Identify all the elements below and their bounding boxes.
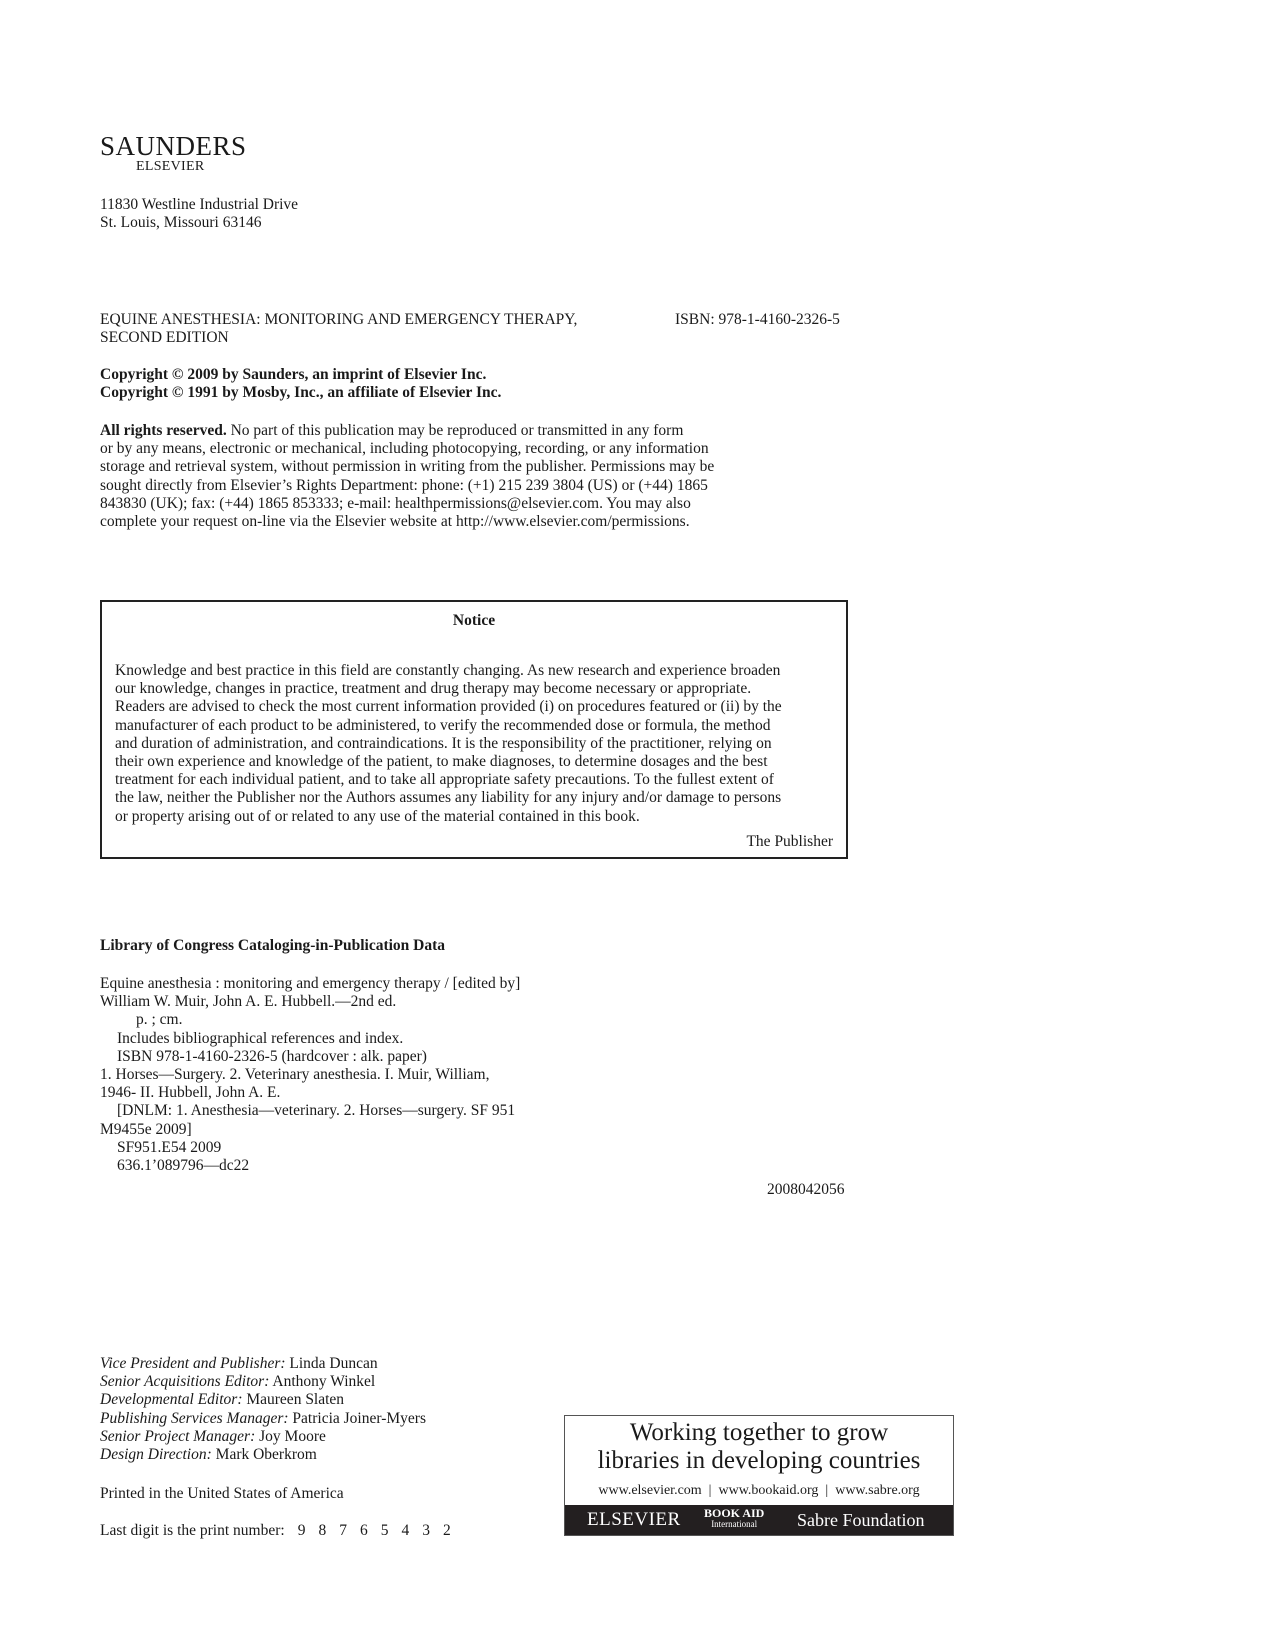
credit-name: Joy Moore bbox=[255, 1427, 326, 1445]
rights-line: complete your request on-line via the Elsevier website at http://www.elsevier.com/permissions. bbox=[100, 513, 690, 531]
banner-slogan bbox=[565, 1419, 953, 1475]
notice-signature: The Publisher bbox=[746, 833, 833, 850]
cip-line: Includes bibliographical references and index. bbox=[117, 1029, 404, 1047]
cip-line: 1. Horses—Surgery. 2. Veterinary anesthesia. I. Muir, William, bbox=[100, 1066, 490, 1084]
cip-line: SF951.E54 2009 bbox=[117, 1138, 222, 1156]
copyright-line: Copyright © 1991 by Mosby, Inc., an affiliate of Elsevier Inc. bbox=[100, 384, 502, 402]
rights-line: 843830 (UK); fax: (+44) 1865 853333; e-mail: healthpermissions@elsevier.com. You may also bbox=[100, 494, 691, 512]
cip-line: p. ; cm. bbox=[136, 1011, 183, 1029]
print-number-line bbox=[100, 1522, 451, 1540]
printed-in: Printed in the United States of America bbox=[100, 1485, 344, 1502]
cip-line: ISBN 978-1-4160-2326-5 (hardcover : alk. paper) bbox=[117, 1047, 427, 1065]
copyright-block bbox=[100, 366, 501, 402]
print-digit: 5 bbox=[380, 1522, 389, 1539]
banner-brand-bar bbox=[565, 1505, 953, 1535]
cip-line: Equine anesthesia : monitoring and emergency therapy / [edited by] bbox=[100, 975, 521, 992]
elsevier-brand: ELSEVIER bbox=[587, 1509, 681, 1530]
bookaid-brand: BOOK AID International bbox=[704, 1506, 765, 1529]
rights-line: storage and retrieval system, without permission in writing from the publisher. Permissions may be bbox=[100, 458, 715, 476]
print-digit: 4 bbox=[401, 1522, 410, 1539]
credit-role: Design Direction: bbox=[100, 1446, 212, 1464]
banner-slogan-line: Working together to grow bbox=[629, 1419, 889, 1446]
credit-line bbox=[100, 1446, 426, 1464]
title-line: SECOND EDITION bbox=[100, 329, 229, 347]
credit-name: Linda Duncan bbox=[285, 1355, 378, 1372]
address-line: St. Louis, Missouri 63146 bbox=[100, 214, 262, 232]
credit-role: Senior Project Manager: bbox=[100, 1427, 256, 1445]
print-digit: 6 bbox=[359, 1522, 368, 1539]
notice-line: Readers are advised to check the most current information provided (i) on procedures featured or (ii) by the bbox=[115, 698, 782, 716]
credit-name: Anthony Winkel bbox=[269, 1373, 376, 1391]
copyright-line: Copyright © 2009 by Saunders, an imprint of Elsevier Inc. bbox=[100, 366, 487, 383]
saunders-logo: SAUNDERS bbox=[100, 131, 247, 161]
notice-heading: Notice bbox=[452, 612, 496, 629]
credit-line bbox=[100, 1410, 426, 1428]
cip-line: M9455e 2009] bbox=[100, 1120, 192, 1138]
banner-links: www.elsevier.com | www.bookaid.org | www.sabre.org bbox=[598, 1483, 920, 1498]
title-line: EQUINE ANESTHESIA: MONITORING AND EMERGENCY THERAPY, bbox=[100, 311, 578, 328]
credit-name: Patricia Joiner-Myers bbox=[288, 1409, 426, 1427]
elsevier-logo-sub: ELSEVIER bbox=[136, 159, 205, 174]
print-digit: 9 bbox=[297, 1522, 306, 1539]
rights-line: or by any means, electronic or mechanical, including photocopying, recording, or any information bbox=[100, 440, 709, 458]
publisher-address bbox=[100, 196, 298, 232]
credit-role: Senior Acquisitions Editor: bbox=[100, 1373, 270, 1391]
cip-line: 1946- II. Hubbell, John A. E. bbox=[100, 1084, 281, 1102]
notice-body bbox=[115, 662, 837, 826]
notice-line: treatment for each individual patient, and to take all appropriate safety precautions. To the fullest extent of bbox=[115, 771, 774, 789]
credit-line bbox=[100, 1355, 426, 1373]
notice-line: the law, neither the Publisher nor the Authors assumes any liability for any injury and/or damage to persons bbox=[115, 789, 782, 807]
credit-name: Maureen Slaten bbox=[242, 1391, 345, 1409]
notice-line: or property arising out of or related to any use of the material contained in this book. bbox=[115, 807, 640, 825]
staff-credits bbox=[100, 1355, 426, 1464]
book-aid-banner bbox=[564, 1415, 954, 1536]
credit-line bbox=[100, 1391, 426, 1409]
rights-line: All rights reserved. No part of this publication may be reproduced or transmitted in any form bbox=[100, 422, 684, 439]
isbn: ISBN: 978-1-4160-2326-5 bbox=[675, 311, 840, 328]
notice-box bbox=[100, 600, 848, 859]
credit-line bbox=[100, 1373, 426, 1391]
print-number-label: Last digit is the print number: bbox=[100, 1522, 285, 1539]
notice-line: manufacturer of each product to be administered, to verify the recommended dose or formula, the method bbox=[115, 716, 771, 734]
print-digit: 7 bbox=[339, 1522, 347, 1539]
credit-line bbox=[100, 1428, 426, 1446]
cip-line: William W. Muir, John A. E. Hubbell.—2nd ed. bbox=[100, 993, 397, 1011]
credit-name: Mark Oberkrom bbox=[211, 1446, 317, 1464]
rights-statement bbox=[100, 422, 760, 531]
rights-lead: All rights reserved. bbox=[100, 422, 227, 439]
print-digit: 2 bbox=[442, 1522, 451, 1539]
rights-line: sought directly from Elsevier’s Rights Department: phone: (+1) 215 239 3804 (US) or (+44) 1865 bbox=[100, 476, 708, 494]
cataloging-data bbox=[100, 975, 560, 1175]
cip-line: 636.1’089796—dc22 bbox=[117, 1157, 250, 1175]
cataloging-heading: Library of Congress Cataloging-in-Publication Data bbox=[100, 937, 446, 954]
notice-line: our knowledge, changes in practice, treatment and drug therapy may become necessary or appropriate. bbox=[115, 680, 752, 698]
print-digit: 8 bbox=[318, 1522, 327, 1539]
cip-line: [DNLM: 1. Anesthesia—veterinary. 2. Horses—surgery. SF 951 bbox=[117, 1102, 516, 1120]
notice-line: and duration of administration, and contraindications. It is the responsibility of the practitioner, relying on bbox=[115, 734, 772, 752]
lccn-number: 2008042056 bbox=[767, 1181, 845, 1198]
banner-slogan-line: libraries in developing countries bbox=[597, 1447, 921, 1474]
credit-role: Publishing Services Manager: bbox=[100, 1409, 289, 1427]
notice-line: Knowledge and best practice in this field are constantly changing. As new research and experience broaden bbox=[115, 662, 781, 679]
credit-role: Vice President and Publisher: bbox=[100, 1355, 286, 1372]
credit-role: Developmental Editor: bbox=[100, 1391, 243, 1409]
address-line: 11830 Westline Industrial Drive bbox=[100, 196, 299, 213]
notice-line: their own experience and knowledge of the patient, to make diagnoses, to determine dosages and the best bbox=[115, 753, 768, 771]
sabre-brand: Sabre Foundation bbox=[797, 1510, 925, 1530]
print-digit: 3 bbox=[422, 1522, 430, 1539]
book-title bbox=[100, 311, 640, 347]
